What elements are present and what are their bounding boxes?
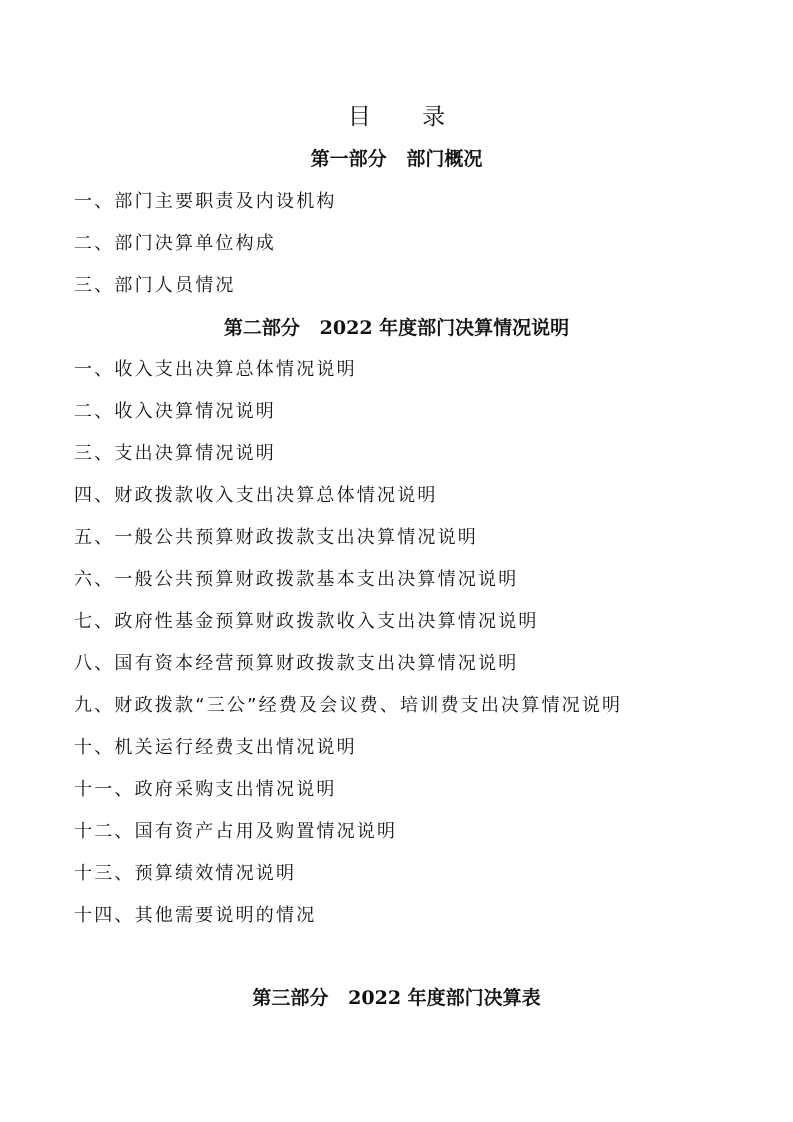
- part1-item-3: 三、部门人员情况: [74, 275, 236, 296]
- part2-item-6: 六、一般公共预算财政拨款基本支出决算情况说明: [74, 569, 519, 590]
- part1-item-2: 二、部门决算单位构成: [74, 233, 276, 254]
- part2-item-11: 十一、政府采购支出情况说明: [74, 779, 337, 800]
- part2-heading: 第二部分 2022 年度部门决算情况说明: [223, 317, 570, 339]
- part2-item-8: 八、国有资本经营预算财政拨款支出决算情况说明: [74, 653, 519, 674]
- part2-item-12: 十二、国有资产占用及购置情况说明: [74, 821, 398, 842]
- toc-title: 目 录: [347, 104, 468, 130]
- part3-heading: 第三部分 2022 年度部门决算表: [252, 987, 541, 1009]
- part2-item-7: 七、政府性基金预算财政拨款收入支出决算情况说明: [74, 611, 539, 632]
- part2-item-14: 十四、其他需要说明的情况: [74, 905, 317, 926]
- part2-item-9: 九、财政拨款“三公”经费及会议费、培训费支出决算情况说明: [74, 695, 623, 716]
- part1-heading: 第一部分 部门概况: [310, 148, 483, 170]
- part2-item-2: 二、收入决算情况说明: [74, 401, 276, 422]
- part2-item-5: 五、一般公共预算财政拨款支出决算情况说明: [74, 527, 478, 548]
- part2-item-4: 四、财政拨款收入支出决算总体情况说明: [74, 485, 438, 506]
- part2-item-3: 三、支出决算情况说明: [74, 443, 276, 464]
- part2-item-13: 十三、预算绩效情况说明: [74, 863, 297, 884]
- part2-item-10: 十、机关运行经费支出情况说明: [74, 737, 357, 758]
- part2-item-1: 一、收入支出决算总体情况说明: [74, 359, 357, 380]
- part1-item-1: 一、部门主要职责及内设机构: [74, 191, 337, 212]
